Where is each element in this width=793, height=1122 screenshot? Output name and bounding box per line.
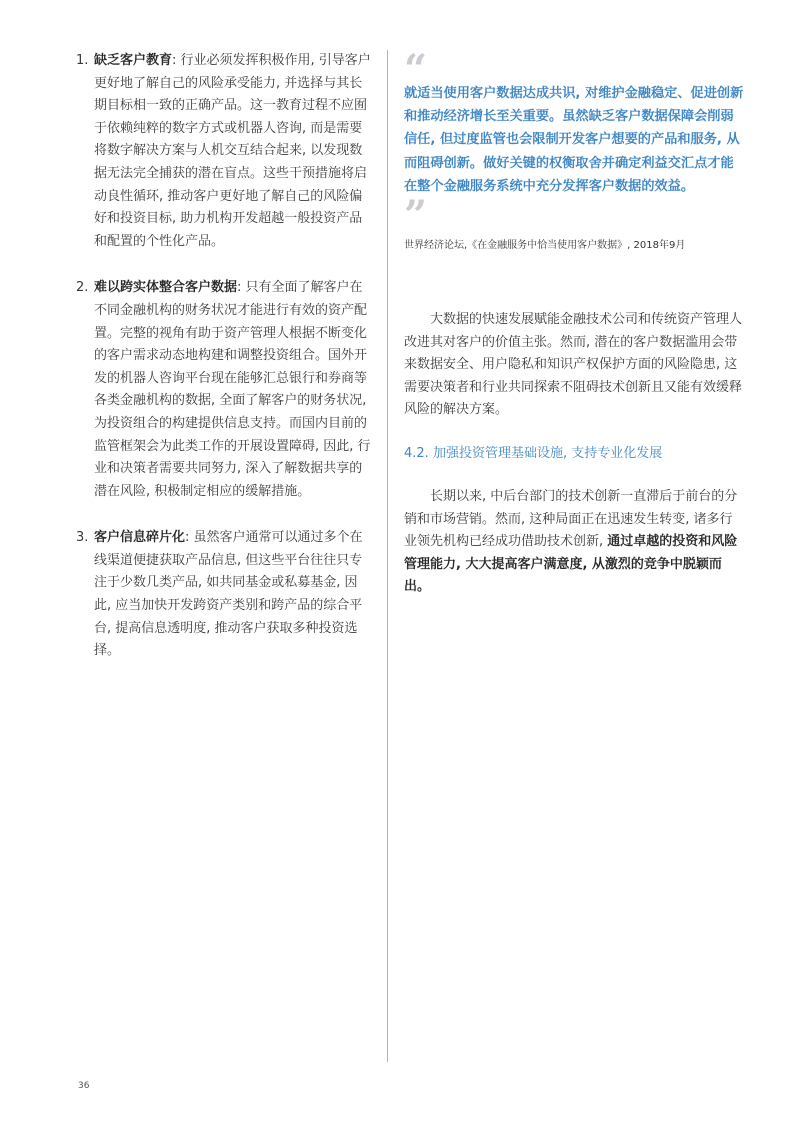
- list-body: [94, 50, 372, 253]
- body-paragraph: 大数据的快速发展赋能金融技术公司和传统资产管理人改进其对客户的价值主张。然而, 潜在的客户数据滥用会带来数据安全、用户隐私和知识产权保护方面的风险隐患, 这需要决策者和行业共同探索不阻碍技术创新且又能有效缓释风险的解决方案。: [404, 312, 743, 418]
- paragraph-bold-text: 通过卓越的投资和风险管理能力, 大大提高客户满意度, 从激烈的竞争中脱颖而出。: [404, 534, 738, 595]
- item-title: 缺乏客户教育: [94, 53, 173, 68]
- item-text: 虽然客户通常可以通过多个在线渠道便捷获取产品信息, 但这些平台往往只专注于少数几类产品, 如共同基金或私募基金, 因此, 应当加快开发跨资产类别和跨产品的综合平台, 提高信息透明度, 推动客户获取多种投资选择。: [94, 530, 363, 659]
- list-number: 3.: [76, 530, 89, 546]
- item-text: 行业必须发挥积极作用, 引导客户更好地了解自己的风险承受能力, 并选择与其长期目标相一致的正确产品。这一教育过程不应囿于依赖纯粹的数字方式或机器人咨询, 而是需要将数字解决方案与人机交互结合起来, 以发现数据无法完全捕获的潜在盲点。这些干预措施将启动良性循环, 推动客户更好地了解自己的风险偏好和投资目标, 助力机构开发超越一般投资产品和配置的个性化产品。: [94, 53, 371, 249]
- title-separator: :: [185, 530, 194, 546]
- quote-source: 世界经济论坛,《在金融服务中恰当使用客户数据》, 2018年9月: [404, 240, 686, 252]
- list-item: [76, 277, 372, 503]
- section-heading: 4.2. 加强投资管理基础设施, 支持专业化发展: [404, 445, 663, 461]
- page-number: 36: [78, 1081, 90, 1091]
- item-title: 客户信息碎片化: [94, 530, 186, 546]
- list-number: 2.: [76, 280, 89, 296]
- paragraph-text: 长期以来, 中后台部门的技术创新一直滞后于前台的分销和市场营销。然而, 这种局面正在迅速发生转变, 诸多行业领先机构已经成功借助技术创新,: [404, 488, 738, 550]
- title-separator: :: [172, 53, 181, 68]
- title-separator: :: [237, 280, 246, 296]
- item-title: 难以跨实体整合客户数据: [94, 280, 238, 296]
- left-column: [76, 50, 372, 687]
- close-quote-icon: ”: [404, 192, 424, 240]
- list-body: [94, 527, 372, 663]
- open-quote-icon: “: [404, 46, 424, 93]
- item-text: 只有全面了解客户在不同金融机构的财务状况才能进行有效的资产配置。完整的视角有助于资产管理人根据不断变化的客户需求动态地构建和调整投资组合。国外开发的机器人咨询平台现在能够汇总银行和券商等各类金融机构的数据, 全面了解客户的财务状况, 为投资组合的构建提供信息支持。而国内目前的监管框架会为此类工作的开展设置障碍, 因此, 行业和决策者需要共同努力, 深入了解数据共享的潜在风险, 积极制定相应的缓解措施。: [94, 280, 371, 499]
- column-divider: [387, 50, 388, 1062]
- list-number: 1.: [76, 53, 89, 68]
- list-item: [76, 527, 372, 663]
- body-paragraph: [404, 486, 744, 599]
- pull-quote: 就适当使用客户数据达成共识, 对维护金融稳定、促进创新和推动经济增长至关重要。虽然缺乏客户数据保障会削弱信任, 但过度监管也会限制开发客户想要的产品和服务, 从而阻碍创新。做好关键的权衡取舍并确定利益交汇点才能在整个金融服务系统中充分发挥客户数据的效益。: [404, 86, 744, 194]
- list-body: [94, 277, 372, 503]
- right-column: [404, 46, 744, 599]
- list-item: [76, 50, 372, 253]
